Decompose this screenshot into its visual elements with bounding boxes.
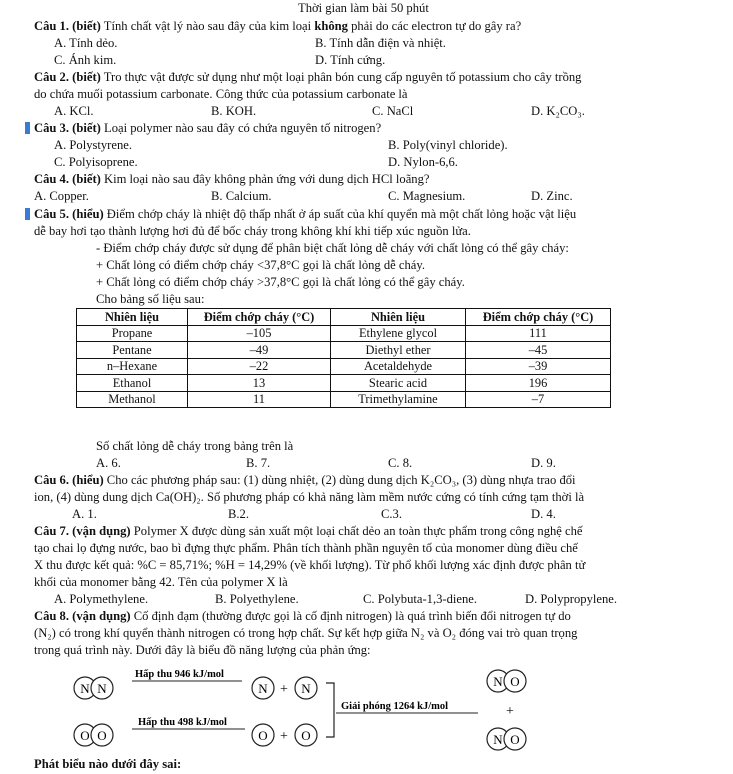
table-cell: Ethylene glycol xyxy=(331,325,466,342)
question-7 xyxy=(34,525,583,538)
question-7-line4: khối của monomer bằng 42. Tên của polymer X là xyxy=(34,575,288,589)
q6-option-b: B.2. xyxy=(228,507,249,521)
table-cell: Propane xyxy=(77,325,188,342)
question-8-line3: trong quá trình này. Dưới đây là biểu đồ năng lượng của phản ứng: xyxy=(34,643,371,657)
question-5 xyxy=(34,208,576,221)
table-cell: –39 xyxy=(466,358,611,375)
question-level: (biết) xyxy=(72,19,101,33)
atom-label: O xyxy=(97,728,107,743)
q2-option-b: B. KOH. xyxy=(211,104,257,118)
table-cell: Diethyl ether xyxy=(331,342,466,359)
table-cell: –49 xyxy=(188,342,331,359)
q7-option-d: D. Polypropylene. xyxy=(525,592,617,606)
table-cell: n–Hexane xyxy=(77,358,188,375)
q6-option-a: A. 1. xyxy=(72,507,97,521)
table-row xyxy=(77,358,611,375)
question-5-line5: + Chất lỏng có điểm chớp cháy >37,8°C gọi là chất lỏng có thể gây cháy. xyxy=(96,275,465,289)
question-level: (biết) xyxy=(72,172,101,186)
question-number: Câu 4. xyxy=(34,172,69,186)
q7-option-a: A. Polymethylene. xyxy=(54,592,149,606)
exam-header: Thời gian làm bài 50 phút xyxy=(298,1,429,15)
q1-option-c: C. Ánh kim. xyxy=(54,53,117,67)
atom-label: N xyxy=(97,681,107,696)
bracket xyxy=(326,683,334,737)
question-5-line3: - Điểm chớp cháy được sử dụng để phân biệt chất lỏng dễ cháy với chất lỏng có thể gây cháy: xyxy=(96,241,569,255)
question-6 xyxy=(34,474,576,487)
q6-option-c: C.3. xyxy=(381,507,402,521)
question-7-line2: tạo chai lọ đựng nước, bao bì đựng thực phẩm. Phân tích thành phần nguyên tố của monomer dùng điều chế xyxy=(34,541,578,555)
q2-option-a: A. KCl. xyxy=(54,104,94,118)
question-level: (vận dụng) xyxy=(72,609,131,623)
q4-option-a: A. Copper. xyxy=(34,189,89,203)
q7-option-b: B. Polyethylene. xyxy=(215,592,299,606)
no-molecule-1 xyxy=(487,670,526,692)
table-row xyxy=(77,391,611,408)
table-cell: –7 xyxy=(466,391,611,408)
table-cell: –22 xyxy=(188,358,331,375)
question-text: Tro thực vật được sử dụng như một loại phân bón cung cấp nguyên tố potassium cho cây trồng xyxy=(103,70,582,84)
header-cell: Nhiên liệu xyxy=(77,309,188,326)
question-level: (biết) xyxy=(72,121,101,135)
table-cell: 11 xyxy=(188,391,331,408)
atom-label: O xyxy=(258,728,268,743)
q3-option-b: B. Poly(vinyl chloride). xyxy=(388,138,508,152)
absorb-946-label: Hấp thu 946 kJ/mol xyxy=(135,669,224,680)
o-atoms xyxy=(252,724,317,746)
header-cell: Điểm chớp cháy (°C) xyxy=(188,309,331,326)
question-text: Cố định đạm (thường được gọi là cố định nitrogen) là quá trình biến đổi nitrogen tự do xyxy=(133,609,571,623)
q4-option-b: B. Calcium. xyxy=(211,189,272,203)
question-number: Câu 2. xyxy=(34,70,69,84)
q1-option-d: D. Tính cứng. xyxy=(315,53,386,67)
question-number: Câu 5. xyxy=(34,207,69,221)
plus-sign: + xyxy=(280,729,288,744)
q2-option-d: D. K₂CO₃. xyxy=(531,104,585,118)
question-number: Câu 1. xyxy=(34,19,69,33)
q5-option-d: D. 9. xyxy=(531,456,556,470)
q6-option-d: D. 4. xyxy=(531,507,556,521)
question-level: (hiểu) xyxy=(72,207,104,221)
q5-option-c: C. 8. xyxy=(388,456,413,470)
table-cell: Methanol xyxy=(77,391,188,408)
header-cell: Nhiên liệu xyxy=(331,309,466,326)
table-cell: Acetaldehyde xyxy=(331,358,466,375)
question-text: Polymer X được dùng sản xuất một loại chất dẻo an toàn thực phẩm trong công nghệ chế xyxy=(133,524,583,538)
plus-sign: + xyxy=(506,704,514,719)
atom-label: O xyxy=(510,732,520,747)
question-5-line2: dễ bay hơi tạo thành lượng hơi đủ để bốc cháy trong không khí khi tiếp xúc nguồn lửa. xyxy=(34,224,471,238)
release-1264-label: Giải phóng 1264 kJ/mol xyxy=(341,701,449,712)
question-5-prompt: Số chất lỏng dễ cháy trong bảng trên là xyxy=(96,439,294,453)
q2-option-c: C. NaCl xyxy=(372,104,414,118)
table-cell: Ethanol xyxy=(77,375,188,392)
n-atoms xyxy=(252,677,317,699)
table-cell: –105 xyxy=(188,325,331,342)
plus-sign: + xyxy=(280,682,288,697)
absorb-498-label: Hấp thu 498 kJ/mol xyxy=(138,717,227,728)
table-cell: Stearic acid xyxy=(331,375,466,392)
atom-label: N xyxy=(258,681,268,696)
question-number: Câu 7. xyxy=(34,524,69,538)
bookmark-marker xyxy=(25,122,30,134)
question-text-end: phải do các electron tự do gây ra? xyxy=(347,19,522,33)
atom-label: O xyxy=(510,674,520,689)
question-text: Kim loại nào sau đây không phản ứng với dung dịch HCl loãng? xyxy=(104,172,430,186)
q3-option-d: D. Nylon-6,6. xyxy=(388,155,458,169)
table-row xyxy=(77,325,611,342)
table-row xyxy=(77,342,611,359)
flash-point-table xyxy=(76,308,611,408)
table-cell: 196 xyxy=(466,375,611,392)
q3-option-a: A. Polystyrene. xyxy=(54,138,133,152)
question-8-footer: Phát biểu nào dưới đây sai: xyxy=(34,757,182,771)
question-1 xyxy=(34,20,521,33)
q5-option-a: A. 6. xyxy=(96,456,121,470)
question-8-line2: (N₂) có trong khí quyển thành nitrogen có trong hợp chất. Sự kết hợp giữa N₂ và O₂ đóng vai trò quan trọng xyxy=(34,626,578,640)
q7-option-c: C. Polybuta-1,3-diene. xyxy=(363,592,478,606)
question-number: Câu 8. xyxy=(34,609,69,623)
question-text: Loại polymer nào sau đây có chứa nguyên tố nitrogen? xyxy=(104,121,382,135)
q3-option-c: C. Polyisoprene. xyxy=(54,155,138,169)
question-5-line4: + Chất lỏng có điểm chớp cháy <37,8°C gọi là chất lỏng dễ cháy. xyxy=(96,258,426,272)
table-cell: –45 xyxy=(466,342,611,359)
atom-label: N xyxy=(301,681,311,696)
question-text: Cho các phương pháp sau: (1) dùng nhiệt, (2) dùng dung dịch K₂CO₃, (3) dùng nhựa trao đổi xyxy=(106,473,576,487)
table-cell: Pentane xyxy=(77,342,188,359)
question-8 xyxy=(34,610,571,623)
question-level: (biết) xyxy=(72,70,101,84)
table-header-row xyxy=(77,309,611,326)
question-number: Câu 3. xyxy=(34,121,69,135)
o2-molecule xyxy=(74,724,113,746)
atom-label: N xyxy=(80,681,90,696)
no-molecule-2 xyxy=(487,728,526,750)
table-cell: Trimethylamine xyxy=(331,391,466,408)
question-number: Câu 6. xyxy=(34,473,69,487)
atom-label: O xyxy=(301,728,311,743)
question-6-line2: ion, (4) dùng dung dịch Ca(OH)₂. Số phương pháp có khả năng làm mềm nước cứng có tính cứng tạm thời là xyxy=(34,490,585,504)
table-cell: 111 xyxy=(466,325,611,342)
atom-label: N xyxy=(493,674,503,689)
question-2 xyxy=(34,71,581,84)
atom-label: N xyxy=(493,732,503,747)
energy-diagram xyxy=(60,663,560,758)
question-emphasis: không xyxy=(314,19,348,33)
table-cell: 13 xyxy=(188,375,331,392)
question-level: (vận dụng) xyxy=(72,524,131,538)
q1-option-a: A. Tính dẻo. xyxy=(54,36,118,50)
q4-option-d: D. Zinc. xyxy=(531,189,573,203)
question-2-line2: do chứa muối potassium carbonate. Công thức của potassium carbonate là xyxy=(34,87,408,101)
question-text: Tính chất vật lý nào sau đây của kim loại xyxy=(103,19,315,33)
question-5-line6: Cho bảng số liệu sau: xyxy=(96,292,205,306)
header-cell: Điểm chớp cháy (°C) xyxy=(466,309,611,326)
n2-molecule xyxy=(74,677,113,699)
atom-label: O xyxy=(80,728,90,743)
table-row xyxy=(77,375,611,392)
bookmark-marker xyxy=(25,208,30,220)
q4-option-c: C. Magnesium. xyxy=(388,189,466,203)
question-text: Điểm chớp cháy là nhiệt độ thấp nhất ở áp suất của khí quyển mà một chất lỏng hoặc vật liệu xyxy=(106,207,577,221)
question-7-line3: X thu được kết quả: %C = 85,71%; %H = 14,29% (về khối lượng). Từ phổ khối lượng xác định được phân tử xyxy=(34,558,586,572)
question-level: (hiểu) xyxy=(72,473,104,487)
question-3 xyxy=(34,122,381,135)
question-4 xyxy=(34,173,429,186)
q5-option-b: B. 7. xyxy=(246,456,271,470)
q1-option-b: B. Tính dẫn điện và nhiệt. xyxy=(315,36,446,50)
